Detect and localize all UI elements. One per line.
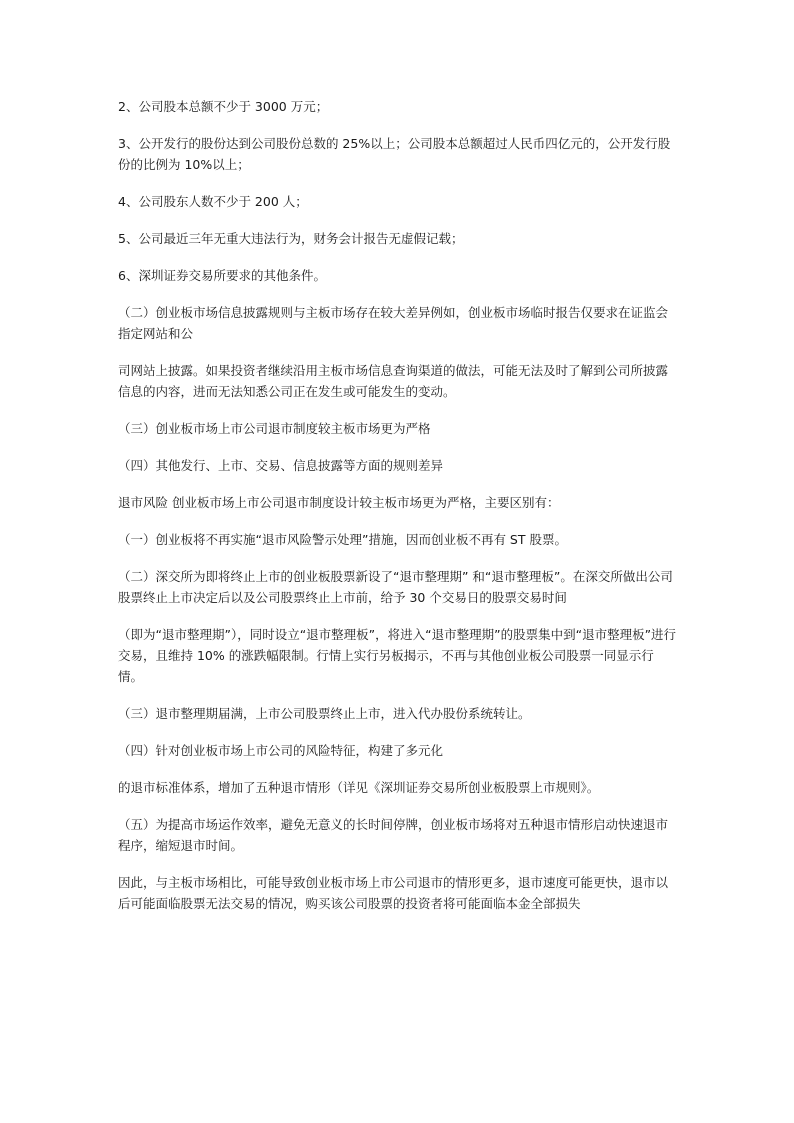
paragraph-delisting-item-1: （一）创业板将不再实施“退市风险警示处理”措施，因而创业板不再有 ST 股票。 (118, 532, 567, 547)
paragraph-delisting-risk-intro: 退市风险 创业板市场上市公司退市制度设计较主板市场更为严格，主要区别有： (118, 495, 560, 510)
paragraph-requirement-3: 3、公开发行的股份达到公司股份总数的 25%以上；公司股本总额超过人民币四亿元的，公开发行股份的比例为 10%以上； (118, 136, 671, 172)
paragraph-delisting-item-2: （二）深交所为即将终止上市的创业板股票新设了“退市整理期” 和“退市整理板”。在深交所做出公司股票终止上市决定后以及公司股票终止上市前，给予 30 个交易日的股票交易时间 (118, 569, 673, 605)
paragraph-other-differences: （四）其他发行、上市、交易、信息披露等方面的规则差异 (118, 458, 444, 473)
paragraph-disclosure-rules: （二）创业板市场信息披露规则与主板市场存在较大差异例如，创业板市场临时报告仅要求在证监会指定网站和公 (118, 305, 669, 341)
paragraph-conclusion: 因此，与主板市场相比，可能导致创业板市场上市公司退市的情形更多，退市速度可能更快，退市以后可能面临股票无法交易的情况，购买该公司股票的投资者将可能面临本金全部损失 (118, 875, 669, 911)
paragraph-requirement-5: 5、公司最近三年无重大违法行为，财务会计报告无虚假记载； (118, 231, 464, 246)
paragraph-delisting-item-4-continued: 的退市标准体系，增加了五种退市情形（详见《深圳证券交易所创业板股票上市规则》。 (118, 780, 600, 795)
paragraph-requirement-4: 4、公司股东人数不少于 200 人； (118, 194, 308, 209)
paragraph-delisting-item-3: （三）退市整理期届满，上市公司股票终止上市，进入代办股份系统转让。 (118, 706, 531, 721)
paragraph-disclosure-continued: 司网站上披露。如果投资者继续沿用主板市场信息查询渠道的做法，可能无法及时了解到公司所披露信息的内容，进而无法知悉公司正在发生或可能发生的变动。 (118, 363, 669, 399)
paragraph-delisting-item-4: （四）针对创业板市场上市公司的风险特征，构建了多元化 (118, 743, 444, 758)
document-body (118, 96, 678, 930)
paragraph-requirement-2: 2、公司股本总额不少于 3000 万元； (118, 99, 329, 114)
paragraph-delisting-item-2-continued: （即为“退市整理期”），同时设立“退市整理板”，将进入“退市整理期”的股票集中到“退市整理板”进行交易，且维持 10% 的涨跌幅限制。行情上实行另板揭示，不再与其他创业板公司股票一同显示行情。 (118, 627, 677, 684)
paragraph-requirement-6: 6、深圳证券交易所要求的其他条件。 (118, 268, 326, 283)
paragraph-delisting-item-5: （五）为提高市场运作效率，避免无意义的长时间停牌，创业板市场将对五种退市情形启动快速退市程序，缩短退市时间。 (118, 817, 669, 853)
paragraph-delisting-strict: （三）创业板市场上市公司退市制度较主板市场更为严格 (118, 421, 431, 436)
